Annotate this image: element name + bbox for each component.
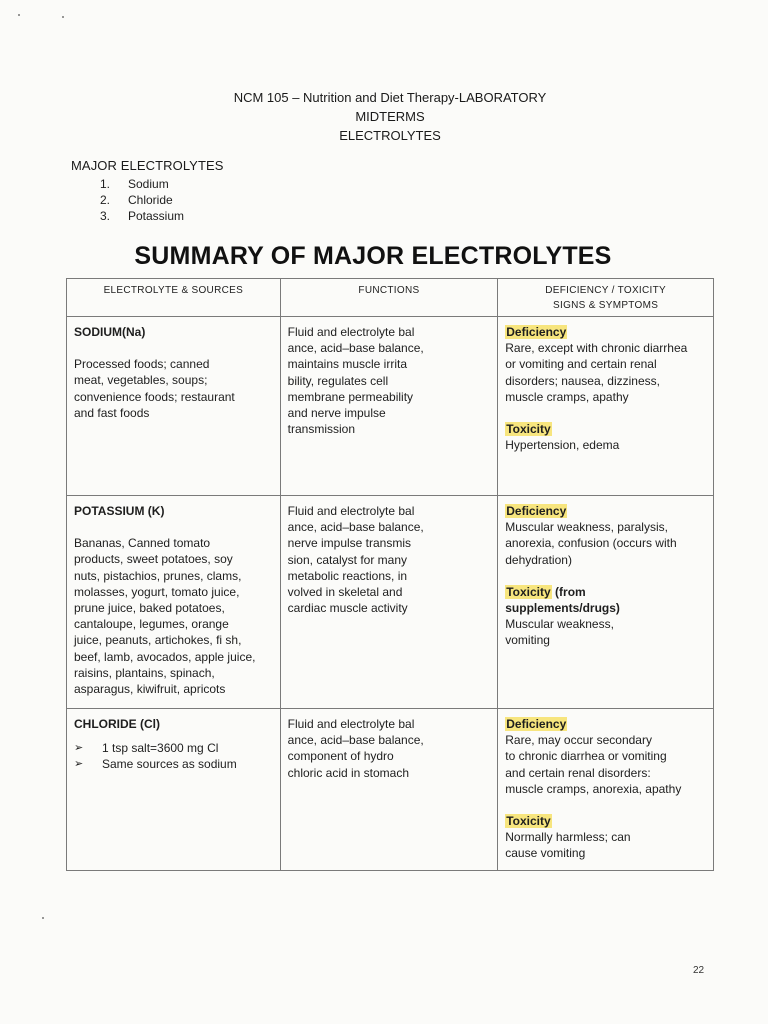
list-number: 1. [100,177,111,191]
deficiency-label: Deficiency [506,717,567,731]
header-line: SIGNS & SYMPTOMS [553,300,659,311]
text-line: nuts, pistachios, prunes, clams, [74,568,242,583]
text-line: beef, lamb, avocados, apple juice, [74,649,256,664]
text-line: Rare, except with chronic diarrhea [505,341,688,356]
document-header [0,88,768,145]
text-line: Hypertension, edema [505,438,620,453]
summary-title: SUMMARY OF MAJOR ELECTROLYTES [134,242,612,270]
cell-potassium-functions [280,496,498,709]
text-line: anorexia, confusion (occurs with [505,536,677,551]
cell-sodium-signs [498,317,714,496]
text-line: bility, regulates cell [287,373,389,388]
list-label: Chloride [128,193,173,207]
text-line: component of hydro [287,749,394,764]
text-line: cause vomiting [505,846,586,861]
text-line: muscle cramps, anorexia, apathy [505,781,682,796]
arrow-bullet-icon: ➢ [74,758,84,771]
text-line: cantaloupe, legumes, orange [74,617,229,632]
text-line: membrane permeability [287,389,414,404]
cell-chloride-functions [280,709,498,871]
text-line: Fluid and electrolyte bal [287,717,415,731]
text-line: Rare, may occur secondary [505,733,652,748]
page-number: 22 [693,965,705,976]
cell-chloride-sources [67,709,281,871]
electrolyte-name: SODIUM(Na) [74,325,146,339]
electrolyte-name: CHLORIDE (Cl) [74,717,160,731]
scan-speck [62,16,64,18]
text-line: disorders; nausea, dizziness, [505,373,660,388]
chloride-bullets [74,740,274,772]
list-item [74,756,274,772]
text-line: convenience foods; restaurant [74,389,235,404]
text-line: Fluid and electrolyte bal [287,504,415,518]
arrow-bullet-icon: ➢ [74,742,84,755]
summary-table [66,278,714,871]
list-item [74,740,274,756]
text-line: asparagus, kiwifruit, apricots [74,682,226,697]
list-item [100,192,184,208]
text-line: meat, vegetables, soups; [74,373,208,388]
header-functions: FUNCTIONS [280,279,498,317]
cell-chloride-signs [498,709,714,871]
text-line: transmission [287,422,355,437]
text-line: prune juice, baked potatoes, [74,601,225,616]
list-item [100,176,184,192]
text-line: chloric acid in stomach [287,765,410,780]
text-line: and nerve impulse [287,406,386,421]
text-line: vomiting [505,633,550,648]
text-line: Muscular weakness, [505,617,614,632]
electrolyte-name: POTASSIUM (K) [74,504,165,518]
cell-sodium-sources [67,317,281,496]
deficiency-label: Deficiency [506,504,567,518]
text-line: muscle cramps, apathy [505,389,629,404]
header-electrolyte-sources: ELECTROLYTE & SOURCES [67,279,281,317]
cell-sodium-functions [280,317,498,496]
scan-speck [42,917,44,919]
topic-title: ELECTROLYTES [339,128,441,143]
toxicity-note: supplements/drugs) [505,601,620,616]
scan-speck [18,14,20,16]
bullet-text: 1 tsp salt=3600 mg Cl [102,741,219,756]
table-header-row [67,279,714,317]
text-line: Normally harmless; can [505,830,631,845]
header-line: DEFICIENCY / TOXICITY [545,285,666,296]
bullet-text: Same sources as sodium [102,757,237,772]
text-line: and certain renal disorders: [505,765,651,780]
text-line: and fast foods [74,405,150,420]
major-electrolytes-list [100,176,184,224]
list-label: Potassium [128,209,185,223]
cell-potassium-signs [498,496,714,709]
cell-potassium-sources [67,496,281,709]
table-row-potassium [67,496,714,709]
table-row-chloride [67,709,714,871]
text-line: sion, catalyst for many [287,552,408,567]
text-line: molasses, yogurt, tomato juice, [74,584,240,599]
toxicity-label: Toxicity [506,584,551,599]
toxicity-note: (from [551,584,586,599]
text-line: metabolic reactions, in [287,568,408,583]
text-line: raisins, plantains, spinach, [74,665,215,680]
text-line: dehydration) [505,552,572,567]
text-line: ance, acid–base balance, [287,733,424,748]
list-number: 3. [100,209,111,223]
list-item [100,208,184,224]
text-line: or vomiting and certain renal [505,357,657,372]
text-line: ance, acid–base balance, [287,520,424,535]
sources-text [74,356,274,421]
text-line: maintains muscle irrita [287,357,408,372]
text-line: nerve impulse transmis [287,536,412,551]
toxicity-label: Toxicity [506,814,551,829]
text-line: juice, peanuts, artichokes, fi sh, [74,633,242,648]
text-line: volved in skeletal and [287,585,403,600]
toxicity-label: Toxicity [506,422,551,437]
major-electrolytes-heading: MAJOR ELECTROLYTES [71,158,224,173]
text-line: cardiac muscle activity [287,601,408,616]
deficiency-label: Deficiency [506,325,567,339]
text-line: ance, acid–base balance, [287,341,424,356]
text-line: Muscular weakness, paralysis, [505,520,668,535]
header-deficiency-toxicity [498,279,714,317]
text-line: Bananas, Canned tomato [74,536,211,551]
list-label: Sodium [128,177,169,191]
table-row-sodium [67,317,714,496]
sources-text [74,535,274,697]
text-line: products, sweet potatoes, soy [74,552,233,567]
text-line: Processed foods; canned [74,357,210,372]
term-title: MIDTERMS [355,109,425,124]
list-number: 2. [100,193,111,207]
course-title: NCM 105 – Nutrition and Diet Therapy-LABORATORY [233,90,547,105]
text-line: Fluid and electrolyte bal [287,325,415,339]
text-line: to chronic diarrhea or vomiting [505,749,667,764]
